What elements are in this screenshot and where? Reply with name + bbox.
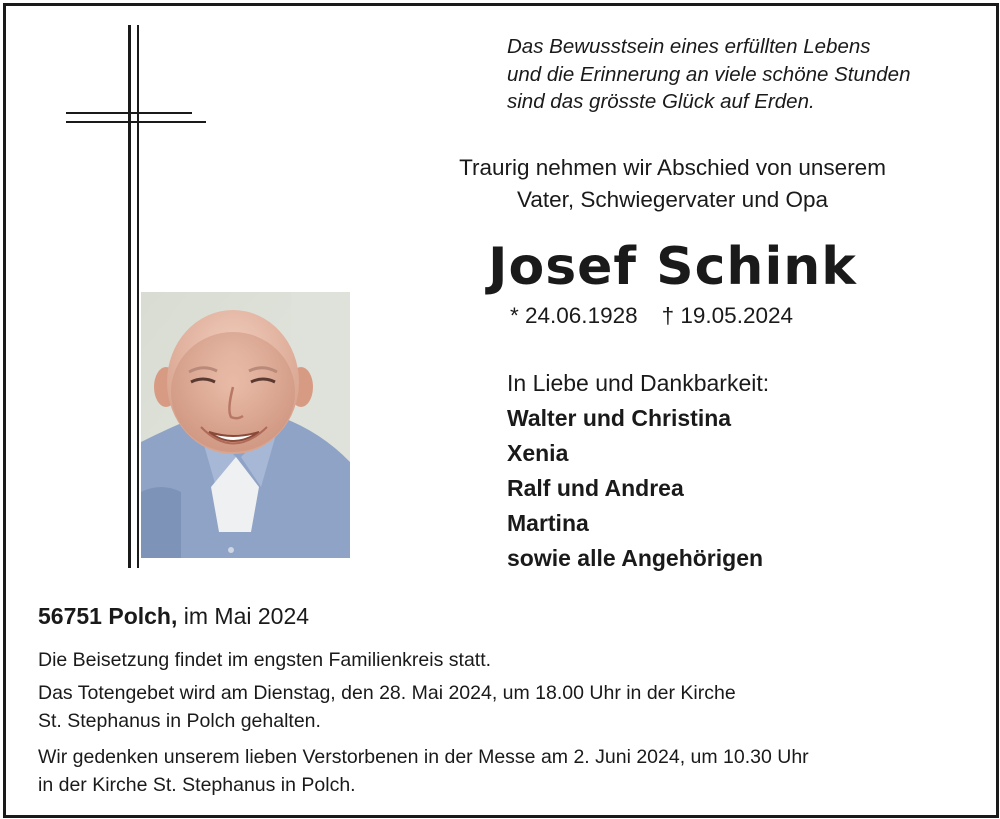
prayer-notice-line: St. Stephanus in Polch gehalten. [38,709,321,732]
intro-line: Traurig nehmen wir Abschied von unserem [459,155,886,180]
mass-notice-line: Wir gedenken unserem lieben Verstorbenen in der Messe am 2. Juni 2024, um 10.30 Uhr [38,746,809,768]
quote-line: und die Erinnerung an viele schöne Stunden [507,62,911,86]
mass-notice [38,744,809,799]
place-and-date [38,603,309,630]
burial-notice [38,647,491,675]
mourner-name: Ralf und Andrea [507,475,684,501]
farewell-intro [400,152,945,216]
prayer-notice-line: Das Totengebet wird am Dienstag, den 28. Mai 2024, um 18.00 Uhr in der Kirche [38,682,736,704]
place-month: im Mai 2024 [177,603,310,629]
birth-date: * 24.06.1928 [510,303,638,328]
deceased-name: Josef Schink [488,237,857,297]
mass-notice-line: in der Kirche St. Stephanus in Polch. [38,773,356,796]
mourner-name: Martina [507,510,589,536]
portrait-photo [141,292,350,558]
life-dates [510,303,793,329]
place-location: 56751 Polch, [38,603,178,629]
mourners-lead: In Liebe und Dankbarkeit: [507,370,770,396]
mourner-name: Xenia [507,440,569,466]
mourner-name: Walter und Christina [507,405,732,431]
quote-line: Das Bewusstsein eines erfüllten Lebens [507,35,871,58]
quote-line: sind das grösste Glück auf Erden. [507,90,815,113]
burial-notice-line: Die Beisetzung findet im engsten Familienkreis statt. [38,649,492,671]
memorial-quote [507,33,910,116]
mourners-list [507,366,769,576]
mourner-name: sowie alle Angehörigen [507,545,764,571]
intro-line: Vater, Schwiegervater und Opa [516,187,828,212]
death-date: † 19.05.2024 [661,303,793,328]
prayer-notice [38,680,736,735]
